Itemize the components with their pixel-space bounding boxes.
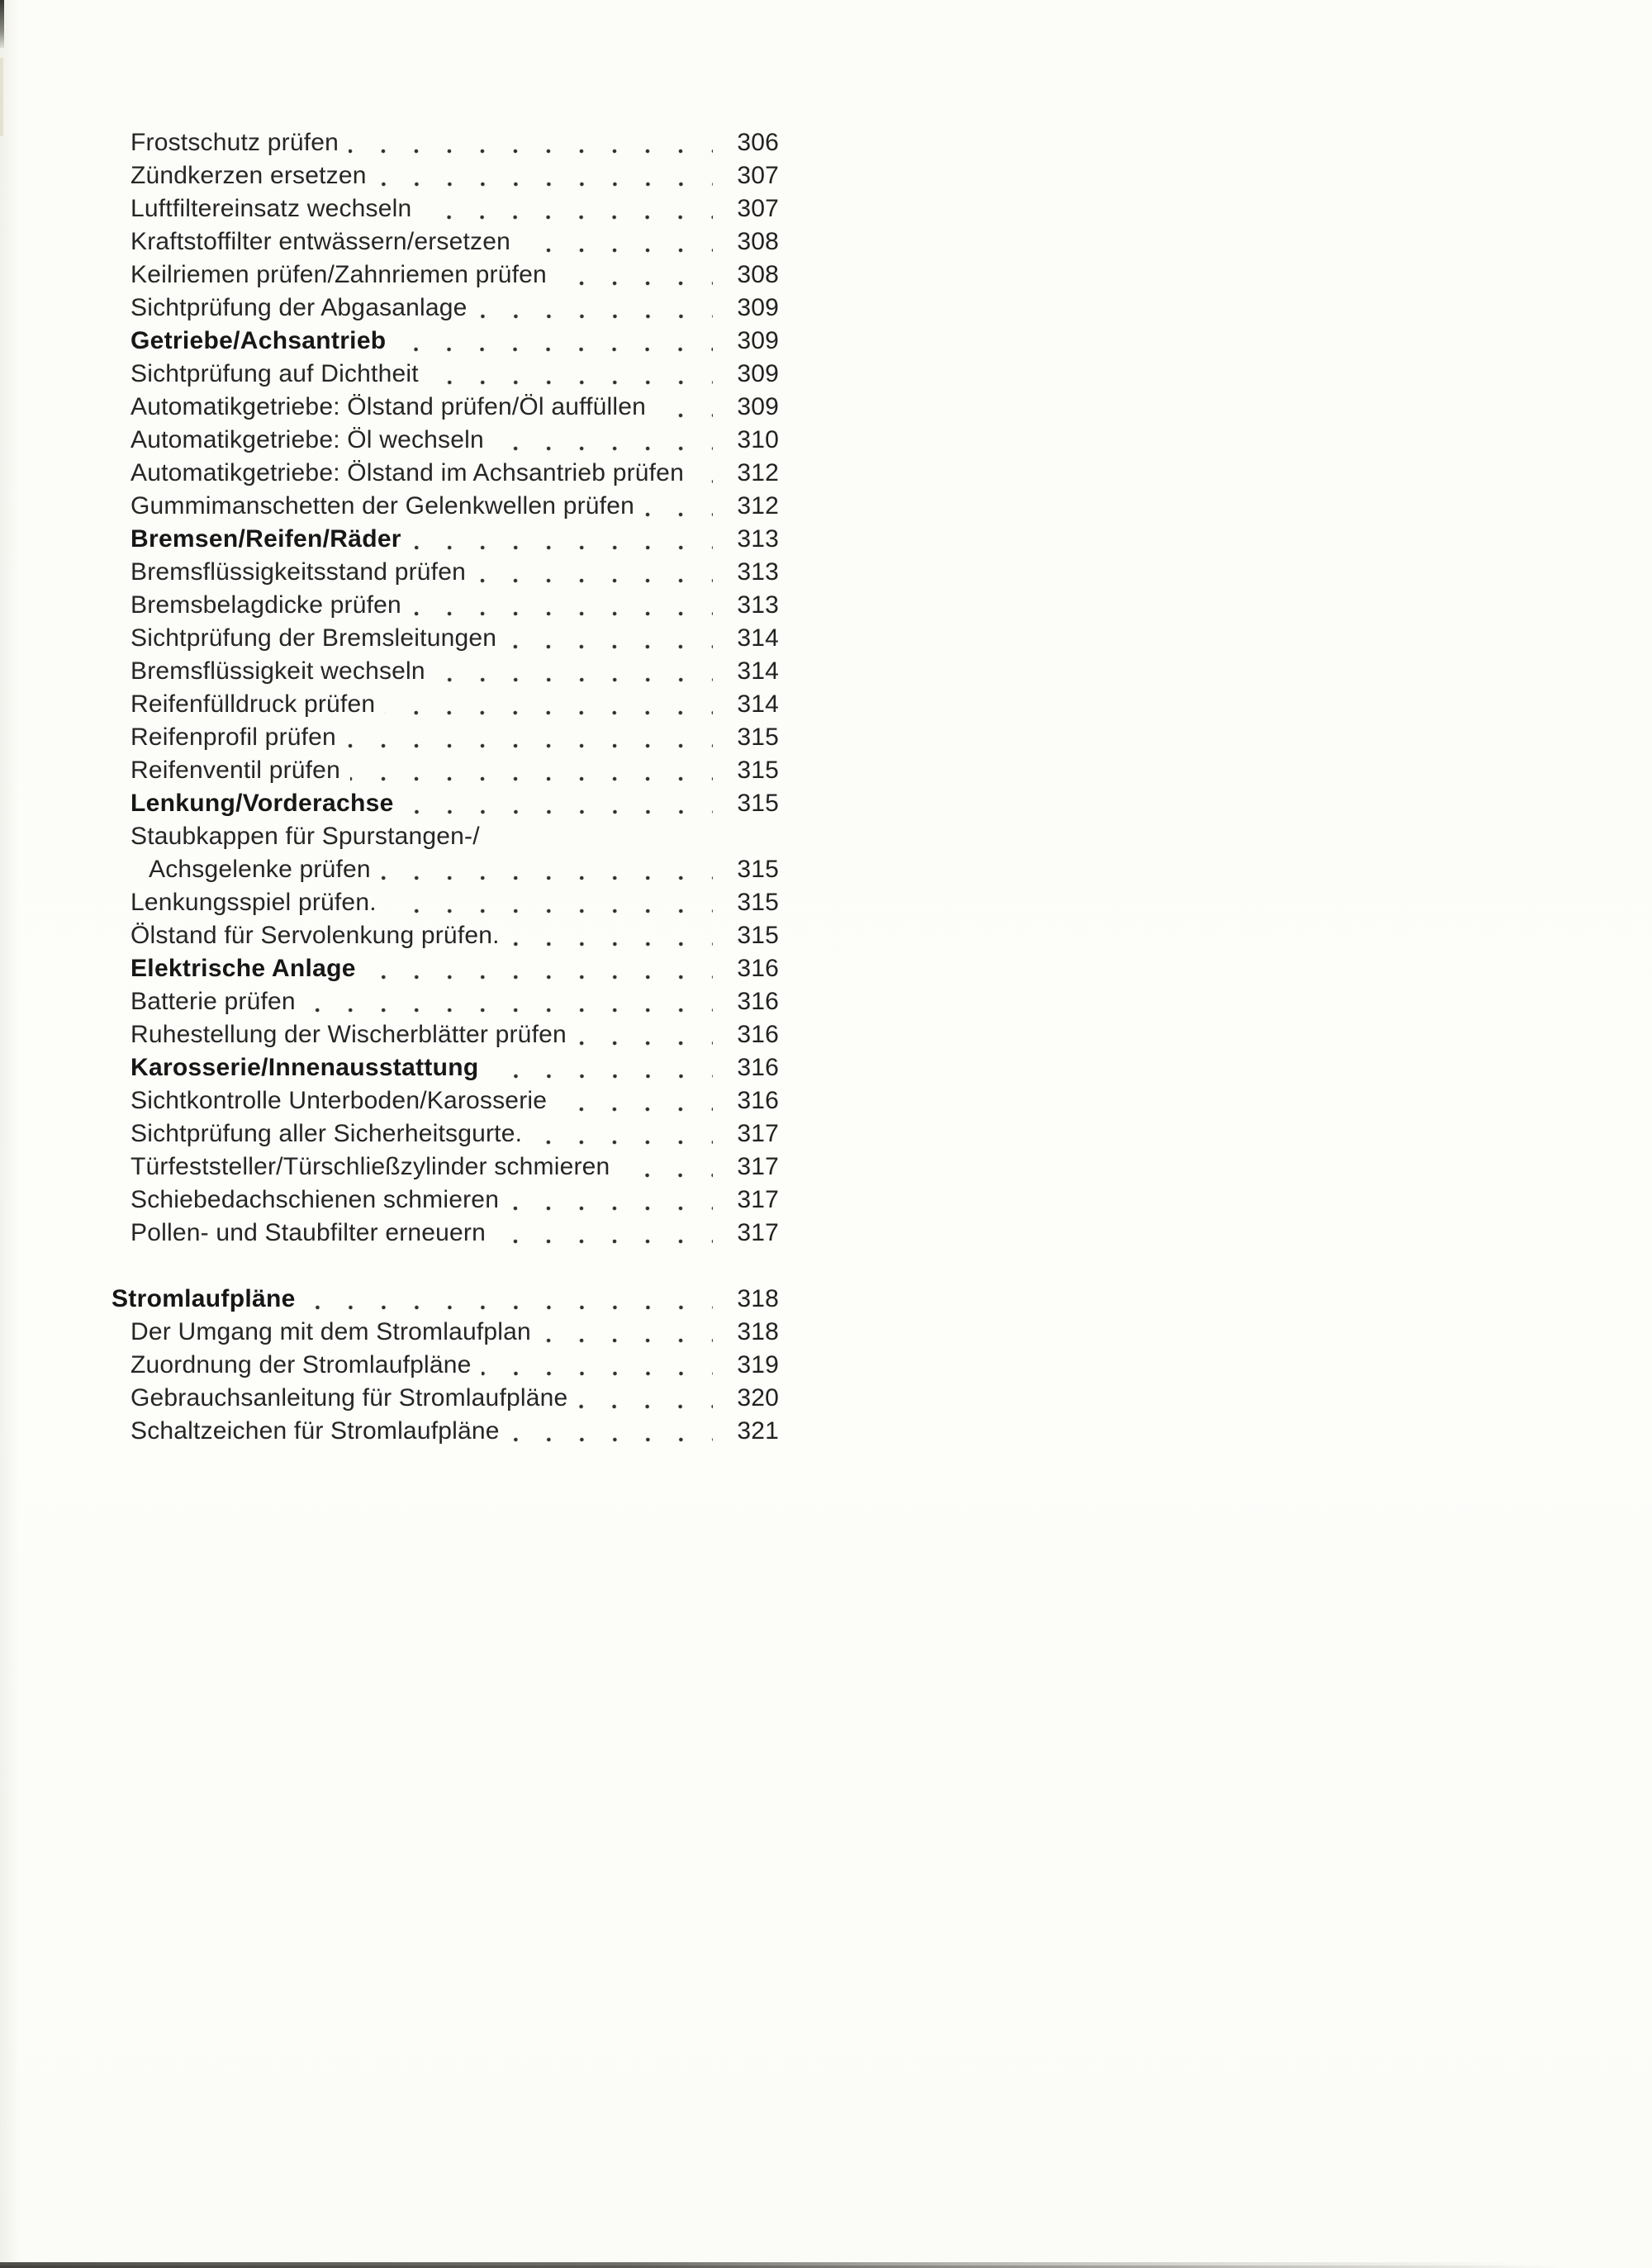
toc-entry-row — [131, 1382, 779, 1415]
toc-entry-label: Elektrische Anlage — [131, 955, 356, 982]
dot-leader — [482, 1349, 713, 1382]
toc-entry-label: Keilriemen prüfen/Zahnriemen prüfen — [131, 261, 547, 288]
dot-leader — [435, 655, 713, 688]
toc-entry-row — [131, 424, 779, 457]
toc-entry-page-number: 309 — [737, 393, 779, 420]
toc-entry-page-number: 316 — [737, 955, 779, 982]
toc-entry-page-number: 309 — [737, 327, 779, 354]
dot-leader — [306, 985, 713, 1018]
toc-entry-page-number: 314 — [737, 690, 779, 718]
toc-entry-page-number: 316 — [737, 988, 779, 1015]
toc-entry-label: Ruhestellung der Wischerblätter prüfen — [131, 1021, 567, 1048]
toc-entry-page-number: 318 — [737, 1318, 779, 1345]
toc-entry-page-number: 315 — [737, 724, 779, 751]
toc-entry-page-number: 314 — [737, 624, 779, 652]
dot-leader — [577, 1018, 713, 1051]
toc-entry-row — [131, 325, 779, 358]
dot-leader — [620, 1151, 713, 1184]
toc-entry-label: Lenkungsspiel prüfen. — [131, 889, 377, 916]
toc-entry-row — [131, 655, 779, 688]
toc-entry-row — [131, 457, 779, 490]
toc-entry-row — [131, 1117, 779, 1151]
toc-entry-label: Automatikgetriebe: Ölstand prüfen/Öl auffüllen — [131, 393, 647, 420]
toc-entry-label: Sichtprüfung aller Sicherheitsgurte. — [131, 1120, 523, 1147]
toc-entry-label: Sichtkontrolle Unterboden/Karosserie — [131, 1087, 548, 1114]
toc-entry-page-number: 308 — [737, 261, 779, 288]
toc-entry-page-number: 317 — [737, 1186, 779, 1213]
toc-entry-label: Reifenventil prüfen — [131, 757, 340, 784]
toc-entry-label: Gebrauchsanleitung für Stromlaufpläne — [131, 1384, 568, 1412]
dot-leader — [506, 622, 713, 655]
toc-entry-row — [131, 259, 779, 292]
toc-entry-page-number: 318 — [737, 1285, 779, 1312]
toc-entry-page-number: 315 — [737, 922, 779, 949]
dot-leader — [411, 523, 713, 556]
toc-entry-row — [131, 523, 779, 556]
toc-entry-row — [131, 787, 779, 820]
toc-entry-page-number: 312 — [737, 492, 779, 520]
dot-leader — [350, 754, 713, 787]
dot-leader — [381, 853, 713, 886]
dot-leader — [385, 688, 713, 721]
dot-leader — [510, 919, 713, 952]
toc-entry-label: Bremsflüssigkeit wechseln — [131, 657, 425, 685]
toc-entry-page-number: 320 — [737, 1384, 779, 1412]
dot-leader — [509, 1184, 713, 1217]
dot-leader — [489, 1051, 713, 1084]
toc-entry-row — [131, 721, 779, 754]
scan-artifact-top-left-faint — [0, 58, 3, 136]
toc-entry-label: Lenkung/Vorderachse — [131, 790, 394, 817]
toc-entry-label: Bremsflüssigkeitsstand prüfen — [131, 558, 466, 586]
toc-entry-row — [131, 1415, 779, 1448]
toc-entry-row — [131, 292, 779, 325]
toc-entry-page-number: 317 — [737, 1153, 779, 1180]
dot-leader — [396, 325, 713, 358]
dot-leader — [429, 358, 713, 391]
toc-entry-page-number: 309 — [737, 360, 779, 387]
toc-entry-label: Reifenprofil prüfen — [131, 724, 336, 751]
toc-entry-row — [131, 688, 779, 721]
toc-entry-page-number: 319 — [737, 1351, 779, 1378]
toc-entry-page-number: 313 — [737, 591, 779, 619]
toc-entry-page-number: 315 — [737, 757, 779, 784]
toc-entry-label: Getriebe/Achsantrieb — [131, 327, 387, 354]
toc-entry-page-number: 317 — [737, 1219, 779, 1246]
dot-leader — [656, 391, 713, 424]
toc-entry-page-number: 306 — [737, 129, 779, 156]
dot-leader — [421, 192, 713, 225]
dot-leader — [349, 126, 713, 159]
scan-edge-shadow — [0, 0, 20, 2268]
toc-entry-label: Frostschutz prüfen — [131, 129, 339, 156]
dot-leader — [577, 1382, 713, 1415]
toc-entry-page-number: 308 — [737, 228, 779, 255]
toc-entry-row — [131, 853, 779, 886]
toc-entry-page-number: 307 — [737, 162, 779, 189]
dot-leader — [694, 457, 713, 490]
toc-entry-row — [131, 1349, 779, 1382]
toc-entry-row — [131, 1084, 779, 1117]
toc-entry-page-number: 315 — [737, 790, 779, 817]
toc-entry-row — [131, 985, 779, 1018]
toc-entry-page-number: 313 — [737, 525, 779, 553]
dot-leader — [557, 259, 713, 292]
toc-entry-page-number: 316 — [737, 1054, 779, 1081]
toc-entry-row — [131, 754, 779, 787]
toc-entry-label: Der Umgang mit dem Stromlaufplan — [131, 1318, 531, 1345]
toc-entry-row — [131, 1316, 779, 1349]
toc-entry-label: Automatikgetriebe: Ölstand im Achsantrieb prüfen — [131, 459, 684, 486]
toc-entry-row — [131, 556, 779, 589]
toc-entry-row — [131, 192, 779, 225]
toc-entry-label: Bremsbelagdicke prüfen — [131, 591, 401, 619]
toc-entry-page-number: 316 — [737, 1087, 779, 1114]
toc-entry-row — [131, 1217, 779, 1250]
toc-entry-label: Schiebedachschienen schmieren — [131, 1186, 500, 1213]
toc-entry-page-number: 312 — [737, 459, 779, 486]
toc-entry-label: Karosserie/Innenausstattung — [131, 1054, 479, 1081]
toc-entry-row — [131, 1018, 779, 1051]
toc-entry-label: Türfeststeller/Türschließzylinder schmieren — [131, 1153, 610, 1180]
toc-entry-label: Sichtprüfung der Abgasanlage — [131, 294, 468, 321]
toc-entry-label: Achsgelenke prüfen — [149, 856, 371, 883]
toc-entry-page-number: 315 — [737, 856, 779, 883]
dot-leader — [494, 424, 713, 457]
toc-entry-label: Zündkerzen ersetzen — [131, 162, 367, 189]
toc-entry-page-number: 314 — [737, 657, 779, 685]
dot-leader — [541, 1316, 713, 1349]
toc-entry-label: Luftfiltereinsatz wechseln — [131, 195, 412, 222]
dot-leader — [377, 159, 713, 192]
toc-entry-row — [131, 1151, 779, 1184]
toc-entry-page-number: 316 — [737, 1021, 779, 1048]
toc-list — [112, 126, 779, 1448]
toc-entry-label: Sichtprüfung der Bremsleitungen — [131, 624, 497, 652]
toc-entry-label: Zuordnung der Stromlaufpläne — [131, 1351, 472, 1378]
dot-leader — [520, 225, 713, 259]
toc-entry-row — [131, 1051, 779, 1084]
toc-entry-page-number: 321 — [737, 1417, 779, 1445]
toc-entry-row — [131, 358, 779, 391]
toc-entry-label: Stromlaufpläne — [112, 1285, 296, 1312]
toc-entry-row — [131, 490, 779, 523]
toc-entry-row — [131, 952, 779, 985]
toc-chapter-row — [112, 1283, 779, 1316]
toc-entry-page-number: 310 — [737, 426, 779, 453]
dot-leader — [387, 886, 713, 919]
dot-leader — [366, 952, 713, 985]
toc-entry-row — [131, 886, 779, 919]
toc-entry-label: Gummimanschetten der Gelenkwellen prüfen — [131, 492, 634, 520]
toc-entry-row — [131, 225, 779, 259]
toc-entry-row — [131, 159, 779, 192]
toc-entry-page-number: 309 — [737, 294, 779, 321]
toc-entry-row — [131, 919, 779, 952]
toc-entry-label: Pollen- und Staubfilter erneuern — [131, 1219, 487, 1246]
dot-leader — [476, 556, 713, 589]
toc-entry-label: Sichtprüfung auf Dichtheit — [131, 360, 419, 387]
toc-entry-page-number: 315 — [737, 889, 779, 916]
toc-entry-row — [131, 1184, 779, 1217]
toc-entry-page-number: 317 — [737, 1120, 779, 1147]
dot-leader — [411, 589, 713, 622]
toc-entry-row — [131, 391, 779, 424]
toc-entry-row — [131, 126, 779, 159]
toc-entry-row — [131, 589, 779, 622]
toc-entry-label: Schaltzeichen für Stromlaufpläne — [131, 1417, 500, 1445]
toc-entry-page-number: 307 — [737, 195, 779, 222]
dot-leader — [346, 721, 713, 754]
toc-entry-label: Ölstand für Servolenkung prüfen. — [131, 922, 500, 949]
dot-leader — [644, 490, 713, 523]
dot-leader — [510, 1415, 713, 1448]
toc-entry-row — [131, 622, 779, 655]
toc-entry-page-number: 313 — [737, 558, 779, 586]
toc-entry-label: Automatikgetriebe: Öl wechseln — [131, 426, 484, 453]
toc-entry-label: Batterie prüfen — [131, 988, 296, 1015]
toc-entry-label: Kraftstoffilter entwässern/ersetzen — [131, 228, 510, 255]
dot-leader — [557, 1084, 713, 1117]
scan-artifact-top-left — [0, 0, 4, 48]
toc-entry-row — [131, 820, 779, 853]
dot-leader — [496, 1217, 713, 1250]
toc-entry-label: Bremsen/Reifen/Räder — [131, 525, 401, 553]
dot-leader — [477, 292, 713, 325]
toc-entry-label: Staubkappen für Spurstangen-/ — [131, 823, 480, 850]
toc-entry-label: Reifenfülldruck prüfen — [131, 690, 376, 718]
dot-leader — [306, 1283, 713, 1316]
dot-leader — [404, 787, 713, 820]
dot-leader — [532, 1117, 713, 1151]
